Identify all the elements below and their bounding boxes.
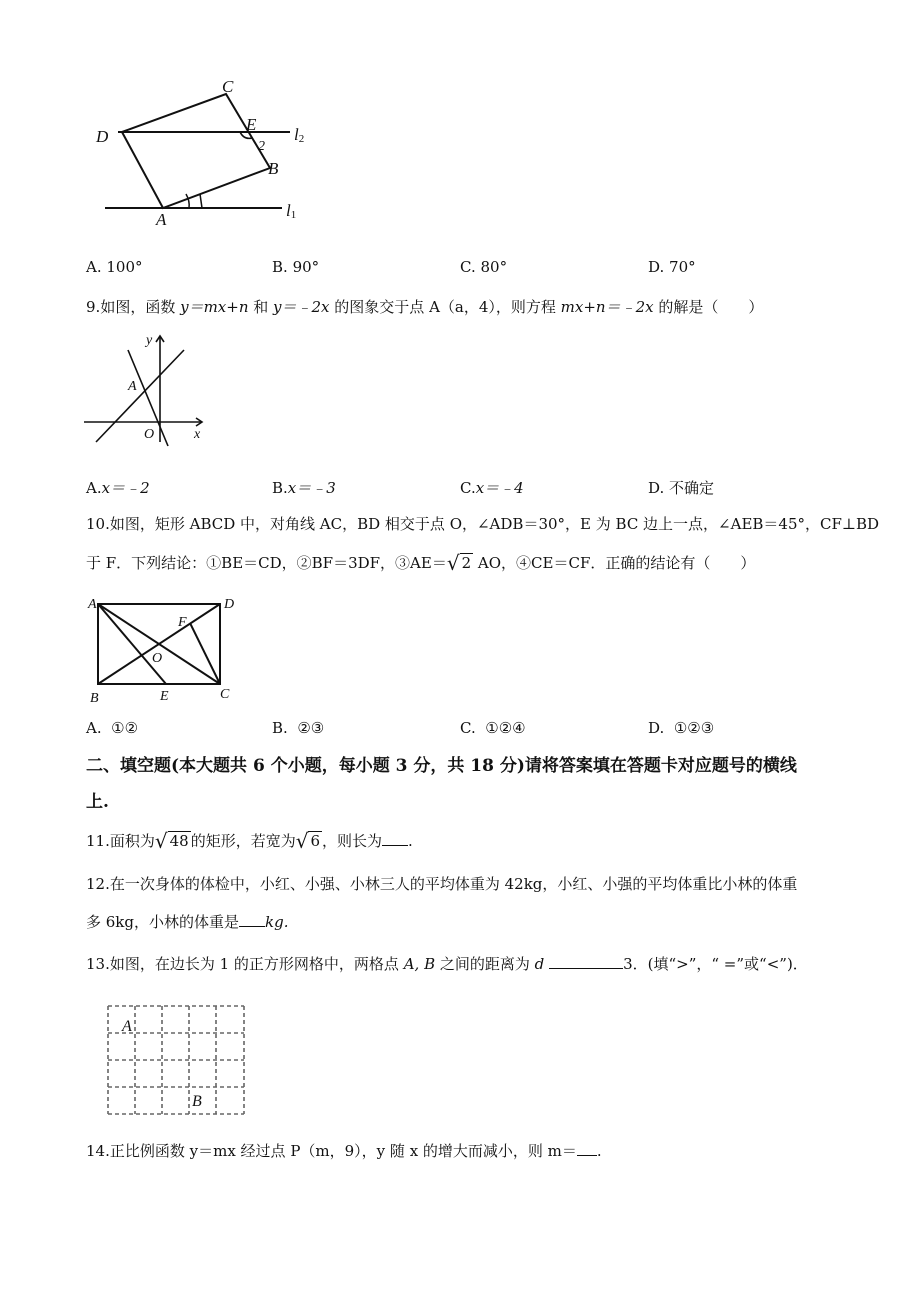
q13-answer-blank[interactable] (549, 954, 623, 969)
section-2-title-cont: 上. (86, 792, 109, 812)
label-b: B (90, 691, 99, 706)
rectangle-abcd (122, 94, 270, 208)
label-c: C (220, 687, 230, 702)
q10-option-d[interactable]: D. ①②③ (648, 719, 715, 737)
segment-ae (98, 604, 166, 684)
label-y: y (146, 333, 153, 348)
label-b: B (268, 159, 279, 178)
q9-option-c[interactable]: C.x＝﹣4 (460, 479, 524, 497)
q9-option-b[interactable]: B.x＝﹣3 (272, 479, 336, 497)
q13-grid-figure (100, 1000, 250, 1122)
line-mx-plus-n (96, 350, 184, 442)
q12-stem-line2: 多 6kg，小林的体重是 kg. (86, 913, 289, 931)
q10-stem-line2: 于 F．下列结论：①BE＝CD，②BF＝3DF，③AE＝√ 2 AO，④CE＝CF．正确的结论有（ ） (86, 551, 756, 575)
label-l1: l1 (286, 201, 297, 221)
q8-option-c[interactable]: C. 80° (460, 258, 508, 276)
sqrt-6: √ 6 (295, 829, 321, 853)
label-a: A (128, 379, 137, 394)
q10-option-a[interactable]: A. ①② (86, 719, 139, 737)
section-2-title: 二、填空题(本大题共 6 个小题，每小题 3 分，共 18 分)请将答案填在答题卡对应题号的横线 (86, 756, 797, 776)
label-a: A (156, 210, 167, 229)
q8-option-d[interactable]: D. 70° (648, 258, 696, 276)
label-e: E (160, 689, 169, 704)
grid-point-b: B (192, 1093, 202, 1110)
label-d: D (224, 597, 235, 612)
label-x: x (194, 427, 201, 442)
label-l2: l2 (294, 125, 305, 145)
q11-stem: 11.面积为√ 48 的矩形，若宽为√ 6 ，则长为 . (86, 829, 413, 853)
sqrt-2: √ 2 (446, 551, 472, 575)
angle-1-mark (186, 194, 189, 208)
label-e: E (246, 115, 257, 134)
q8-option-b[interactable]: B. 90° (272, 258, 320, 276)
q9-option-d[interactable]: D. 不确定 (648, 479, 715, 497)
q10-option-b[interactable]: B. ②③ (272, 719, 325, 737)
grid-point-a: A (122, 1018, 132, 1035)
label-f: F (178, 615, 187, 630)
q11-answer-blank[interactable] (382, 831, 408, 846)
q8-option-a[interactable]: A. 100° (86, 258, 143, 276)
label-a: A (88, 597, 97, 612)
q10-option-c[interactable]: C. ①②④ (460, 719, 526, 737)
sqrt-48: √ 48 (154, 829, 189, 853)
q8-figure (90, 70, 320, 230)
q13-stem: 13.如图，在边长为 1 的正方形网格中，两格点 A, B 之间的距离为 d 3．(填“>”，“ =”或“<”)． (86, 955, 808, 973)
q10-stem-line1: 10.如图，矩形 ABCD 中，对角线 AC，BD 相交于点 O，∠ADB＝30°，E 为 BC 边上一点，∠AEB＝45°，CF⊥BD (86, 515, 880, 533)
q14-answer-blank[interactable] (577, 1141, 597, 1156)
label-o: O (152, 651, 163, 666)
q14-stem: 14.正比例函数 y＝mx 经过点 P（m，9），y 随 x 的增大而减小，则 m＝ . (86, 1142, 602, 1160)
label-d: D (96, 127, 109, 146)
label-o: O (144, 427, 155, 442)
q12-stem-line1: 12.在一次身体的体检中，小红、小强、小林三人的平均体重为 42kg，小红、小强的平均体重比小林的体重 (86, 875, 798, 893)
q9-figure (82, 330, 212, 450)
q12-answer-blank[interactable] (239, 912, 265, 927)
q9-option-a[interactable]: A.x＝﹣2 (86, 479, 150, 497)
label-angle-2: 2 (258, 139, 265, 154)
q9-stem: 9.如图，函数 y＝mx+n 和 y＝﹣2x 的图象交于点 A（a，4），则方程 mx+n＝﹣2x 的解是（ ） (86, 298, 764, 316)
q10-figure (86, 592, 246, 708)
label-c: C (222, 77, 234, 96)
